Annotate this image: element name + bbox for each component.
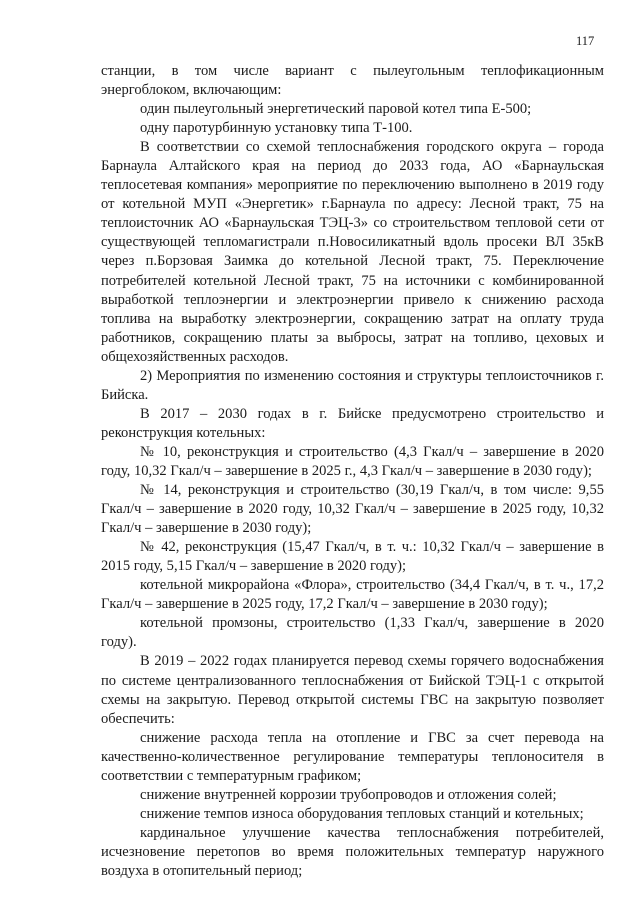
- page-number: 117: [576, 34, 595, 48]
- paragraph: кардинальное улучшение качества теплоснабжения потребителей, исчезновение перетопов во время положительных температур наружного воздуха в отопительный период;: [101, 824, 604, 879]
- paragraph: станции, в том числе вариант с пылеугольным теплофикационным энергоблоком, включающим:: [101, 63, 604, 99]
- paragraph: одну паротурбинную установку типа Т-100.: [140, 120, 413, 137]
- paragraph: В соответствии со схемой теплоснабжения городского округа – города Барнаула Алтайского края на период до 2033 года, АО «Барнаульская теплосетевая компания» мероприятие по переключению выполнено в 2019 году от котельной МУП «Энергетик» г.Барнаула по адресу: Лесной тракт, 75 на теплоисточник АО «Барнаульская ТЭЦ-3» со строительством тепловой сети от существующей тепломагистрали п.Новосиликатный вдоль просеки ВЛ 35кВ через п.Борзовая Заимка до котельной Лесной тракт, 75. Переключение потребителей котельной Лесной тракт, 75 на источники с комбинированной выработкой теплоэнергии и электроэнергии привело к снижению расхода топлива на выработку электроэнергии, сокращению затрат на оплату труда работников, сокращению платы за выбросы, затрат на топливо, цеховых и общехозяйственных расходов.: [101, 139, 604, 365]
- paragraph: № 14, реконструкция и строительство (30,19 Гкал/ч, в том числе: 9,55 Гкал/ч – завершение в 2020 году, 10,32 Гкал/ч – завершение в 2025 году, 10,32 Гкал/ч – завершение в 2030 году);: [101, 482, 604, 537]
- paragraph: В 2017 – 2030 годах в г. Бийске предусмотрено строительство и реконструкция котельных:: [101, 405, 604, 441]
- paragraph: № 10, реконструкция и строительство (4,3 Гкал/ч – завершение в 2020 году, 10,32 Гкал/ч – завершение в 2025 г., 4,3 Гкал/ч – завершение в 2030 году);: [101, 443, 604, 479]
- paragraph: 2) Мероприятия по изменению состояния и структуры теплоисточников г. Бийска.: [101, 367, 604, 403]
- paragraph: снижение темпов износа оборудования тепловых станций и котельных;: [140, 805, 584, 822]
- paragraph: В 2019 – 2022 годах планируется перевод схемы горячего водоснабжения по системе централизованного теплоснабжения от Бийской ТЭЦ-1 с открытой схемы на закрытую. Перевод открытой системы ГВС на закрытую позволяет обеспечить:: [101, 653, 604, 727]
- paragraph: котельной микрорайона «Флора», строительство (34,4 Гкал/ч, в т. ч., 17,2 Гкал/ч – завершение в 2025 году, 17,2 Гкал/ч – завершение в 2030 году);: [101, 577, 604, 613]
- paragraph: снижение расхода тепла на отопление и ГВС за счет перевода на качественно-количественное регулирование температуры теплоносителя в соответствии с температурным графиком;: [101, 729, 604, 784]
- paragraph: № 42, реконструкция (15,47 Гкал/ч, в т. ч.: 10,32 Гкал/ч – завершение в 2015 году, 5,15 Гкал/ч – завершение в 2020 году);: [101, 539, 604, 575]
- document-body: [101, 62, 604, 881]
- paragraph: котельной промзоны, строительство (1,33 Гкал/ч, завершение в 2020 году).: [101, 615, 604, 651]
- paragraph: снижение внутренней коррозии трубопроводов и отложения солей;: [140, 786, 557, 803]
- paragraph: один пылеугольный энергетический паровой котел типа Е-500;: [140, 101, 532, 118]
